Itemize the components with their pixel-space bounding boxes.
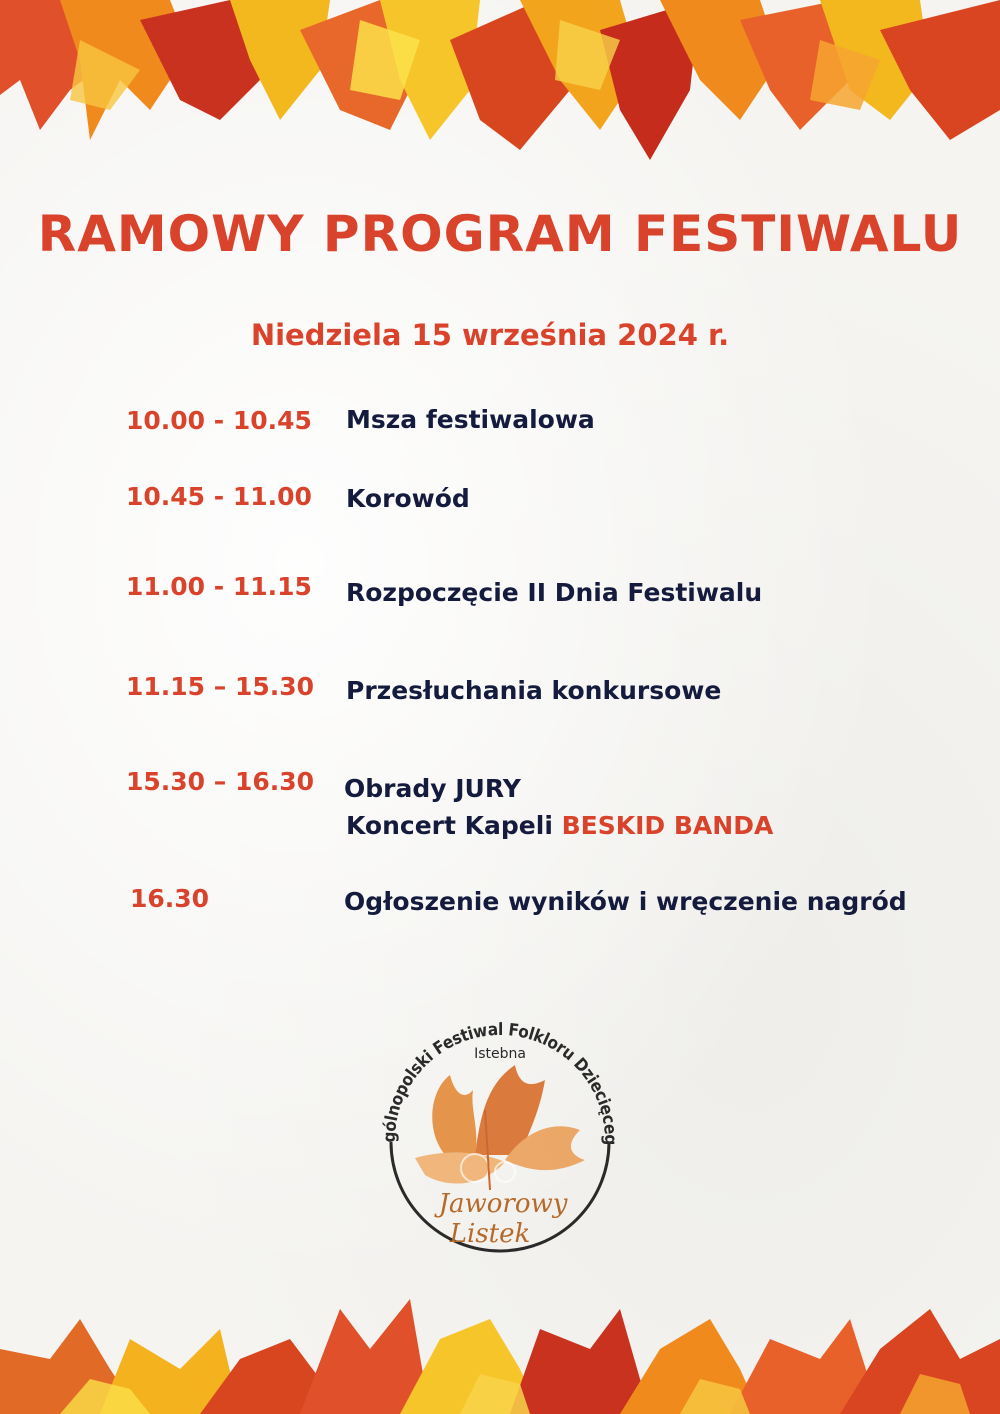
maple-leaf-icon bbox=[415, 1065, 585, 1190]
maple-leaf-icon bbox=[0, 0, 1000, 160]
schedule-time: 10.45 - 11.00 bbox=[126, 482, 312, 511]
autumn-leaves-bottom-border bbox=[0, 1279, 1000, 1414]
schedule-event: Rozpoczęcie II Dnia Festiwalu bbox=[346, 578, 763, 607]
festival-logo bbox=[355, 990, 645, 1260]
schedule-time: 11.00 - 11.15 bbox=[126, 572, 312, 601]
logo-arc-text: gólnopolski Festiwal Folkloru Dziecięceg bbox=[379, 1019, 621, 1146]
logo-place: Istebna bbox=[474, 1046, 526, 1062]
schedule-event: Przesłuchania konkursowe bbox=[346, 676, 722, 705]
logo-name-line2: Listek bbox=[449, 1219, 531, 1249]
schedule-event: Obrady JURY bbox=[344, 774, 521, 803]
schedule-time: 15.30 – 16.30 bbox=[126, 767, 315, 796]
schedule-event: Ogłoszenie wyników i wręczenie nagród bbox=[344, 887, 907, 916]
band-name: BESKID BANDA bbox=[561, 811, 774, 840]
logo-name-line1: Jaworowy bbox=[438, 1189, 568, 1219]
schedule-event: Msza festiwalowa bbox=[346, 405, 595, 434]
event-date: Niedziela 15 września 2024 r. bbox=[250, 318, 730, 352]
schedule-time: 11.15 – 15.30 bbox=[126, 672, 315, 701]
page-title: RAMOWY PROGRAM FESTIWALU bbox=[37, 205, 963, 263]
schedule-event: Korowód bbox=[346, 484, 470, 513]
schedule-event-line2: Koncert Kapeli BESKID BANDA bbox=[346, 811, 774, 840]
schedule-time: 10.00 - 10.45 bbox=[126, 406, 312, 435]
autumn-leaves-top-border bbox=[0, 0, 1000, 170]
maple-leaf-icon bbox=[0, 1299, 1000, 1414]
schedule-time: 16.30 bbox=[130, 884, 210, 913]
